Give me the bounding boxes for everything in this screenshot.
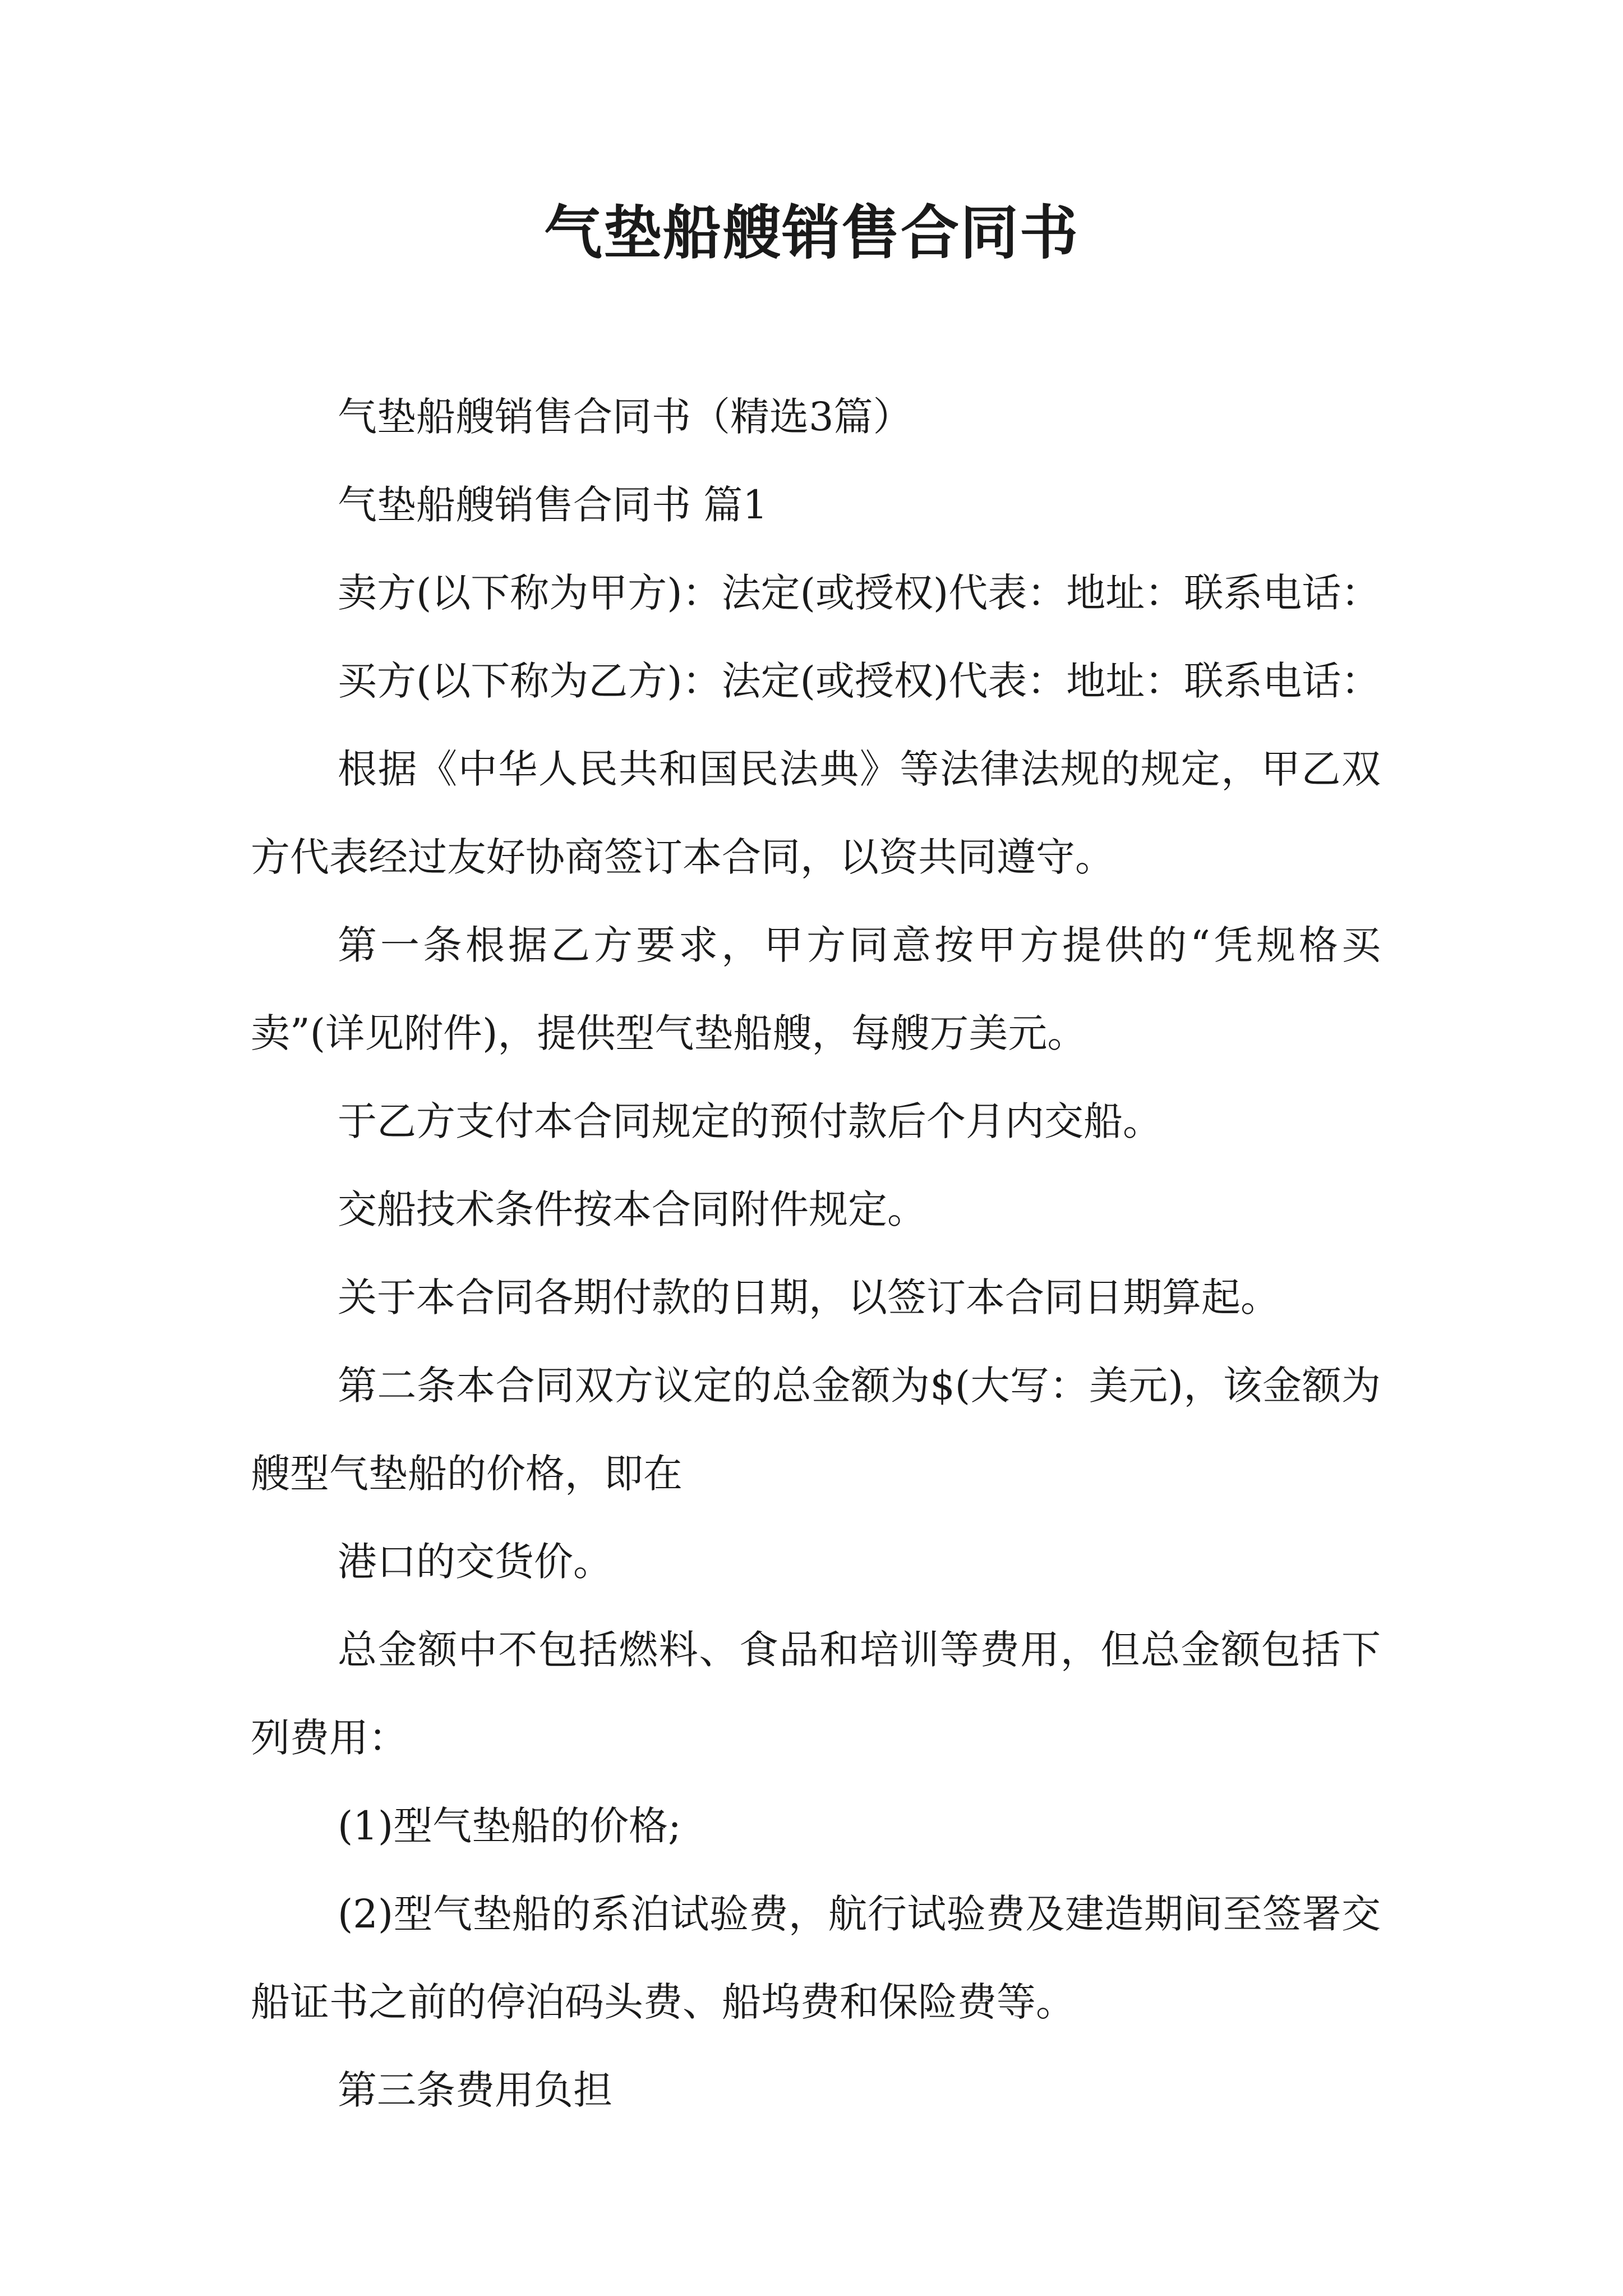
paragraph-port-delivery: 港口的交货价。 (338, 1539, 612, 1585)
document-body (251, 373, 1381, 2134)
paragraph-item-2: (2)型气垫船的系泊试验费，航行试验费及建造期间至签署交船证书之前的停泊码头费、船坞费和保险费等。 (251, 1891, 1381, 2025)
paragraph-delivery-time: 于乙方支付本合同规定的预付款后个月内交船。 (338, 1098, 1162, 1144)
paragraph-seller: 卖方(以下称为甲方)：法定(或授权)代表：地址：联系电话： (338, 570, 1381, 616)
paragraph-item-1: (1)型气垫船的价格; (338, 1803, 681, 1849)
paragraph-technical-conditions: 交船技术条件按本合同附件规定。 (338, 1186, 926, 1232)
paragraph-total-amount: 总金额中不包括燃料、食品和培训等费用，但总金额包括下列费用： (251, 1627, 1381, 1761)
paragraph-subtitle: 气垫船艘销售合同书（精选3篇） (338, 394, 912, 440)
paragraph-section-heading: 气垫船艘销售合同书 篇1 (338, 482, 768, 528)
paragraph-legal-basis: 根据《中华人民共和国民法典》等法律法规的规定，甲乙双方代表经过友好协商签订本合同，以资共同遵守。 (251, 746, 1381, 880)
paragraph-payment-dates: 关于本合同各期付款的日期，以签订本合同日期算起。 (338, 1274, 1280, 1320)
paragraph-article-1: 第一条根据乙方要求，甲方同意按甲方提供的“凭规格买卖”(详见附件)，提供型气垫船艘，每艘万美元。 (251, 922, 1381, 1056)
paragraph-buyer: 买方(以下称为乙方)：法定(或授权)代表：地址：联系电话： (338, 658, 1381, 704)
document-title: 气垫船艘销售合同书 (543, 199, 1079, 267)
paragraph-article-2: 第二条本合同双方议定的总金额为$(大写：美元)，该金额为艘型气垫船的价格，即在 (251, 1363, 1381, 1497)
paragraph-article-3: 第三条费用负担 (338, 2067, 612, 2113)
